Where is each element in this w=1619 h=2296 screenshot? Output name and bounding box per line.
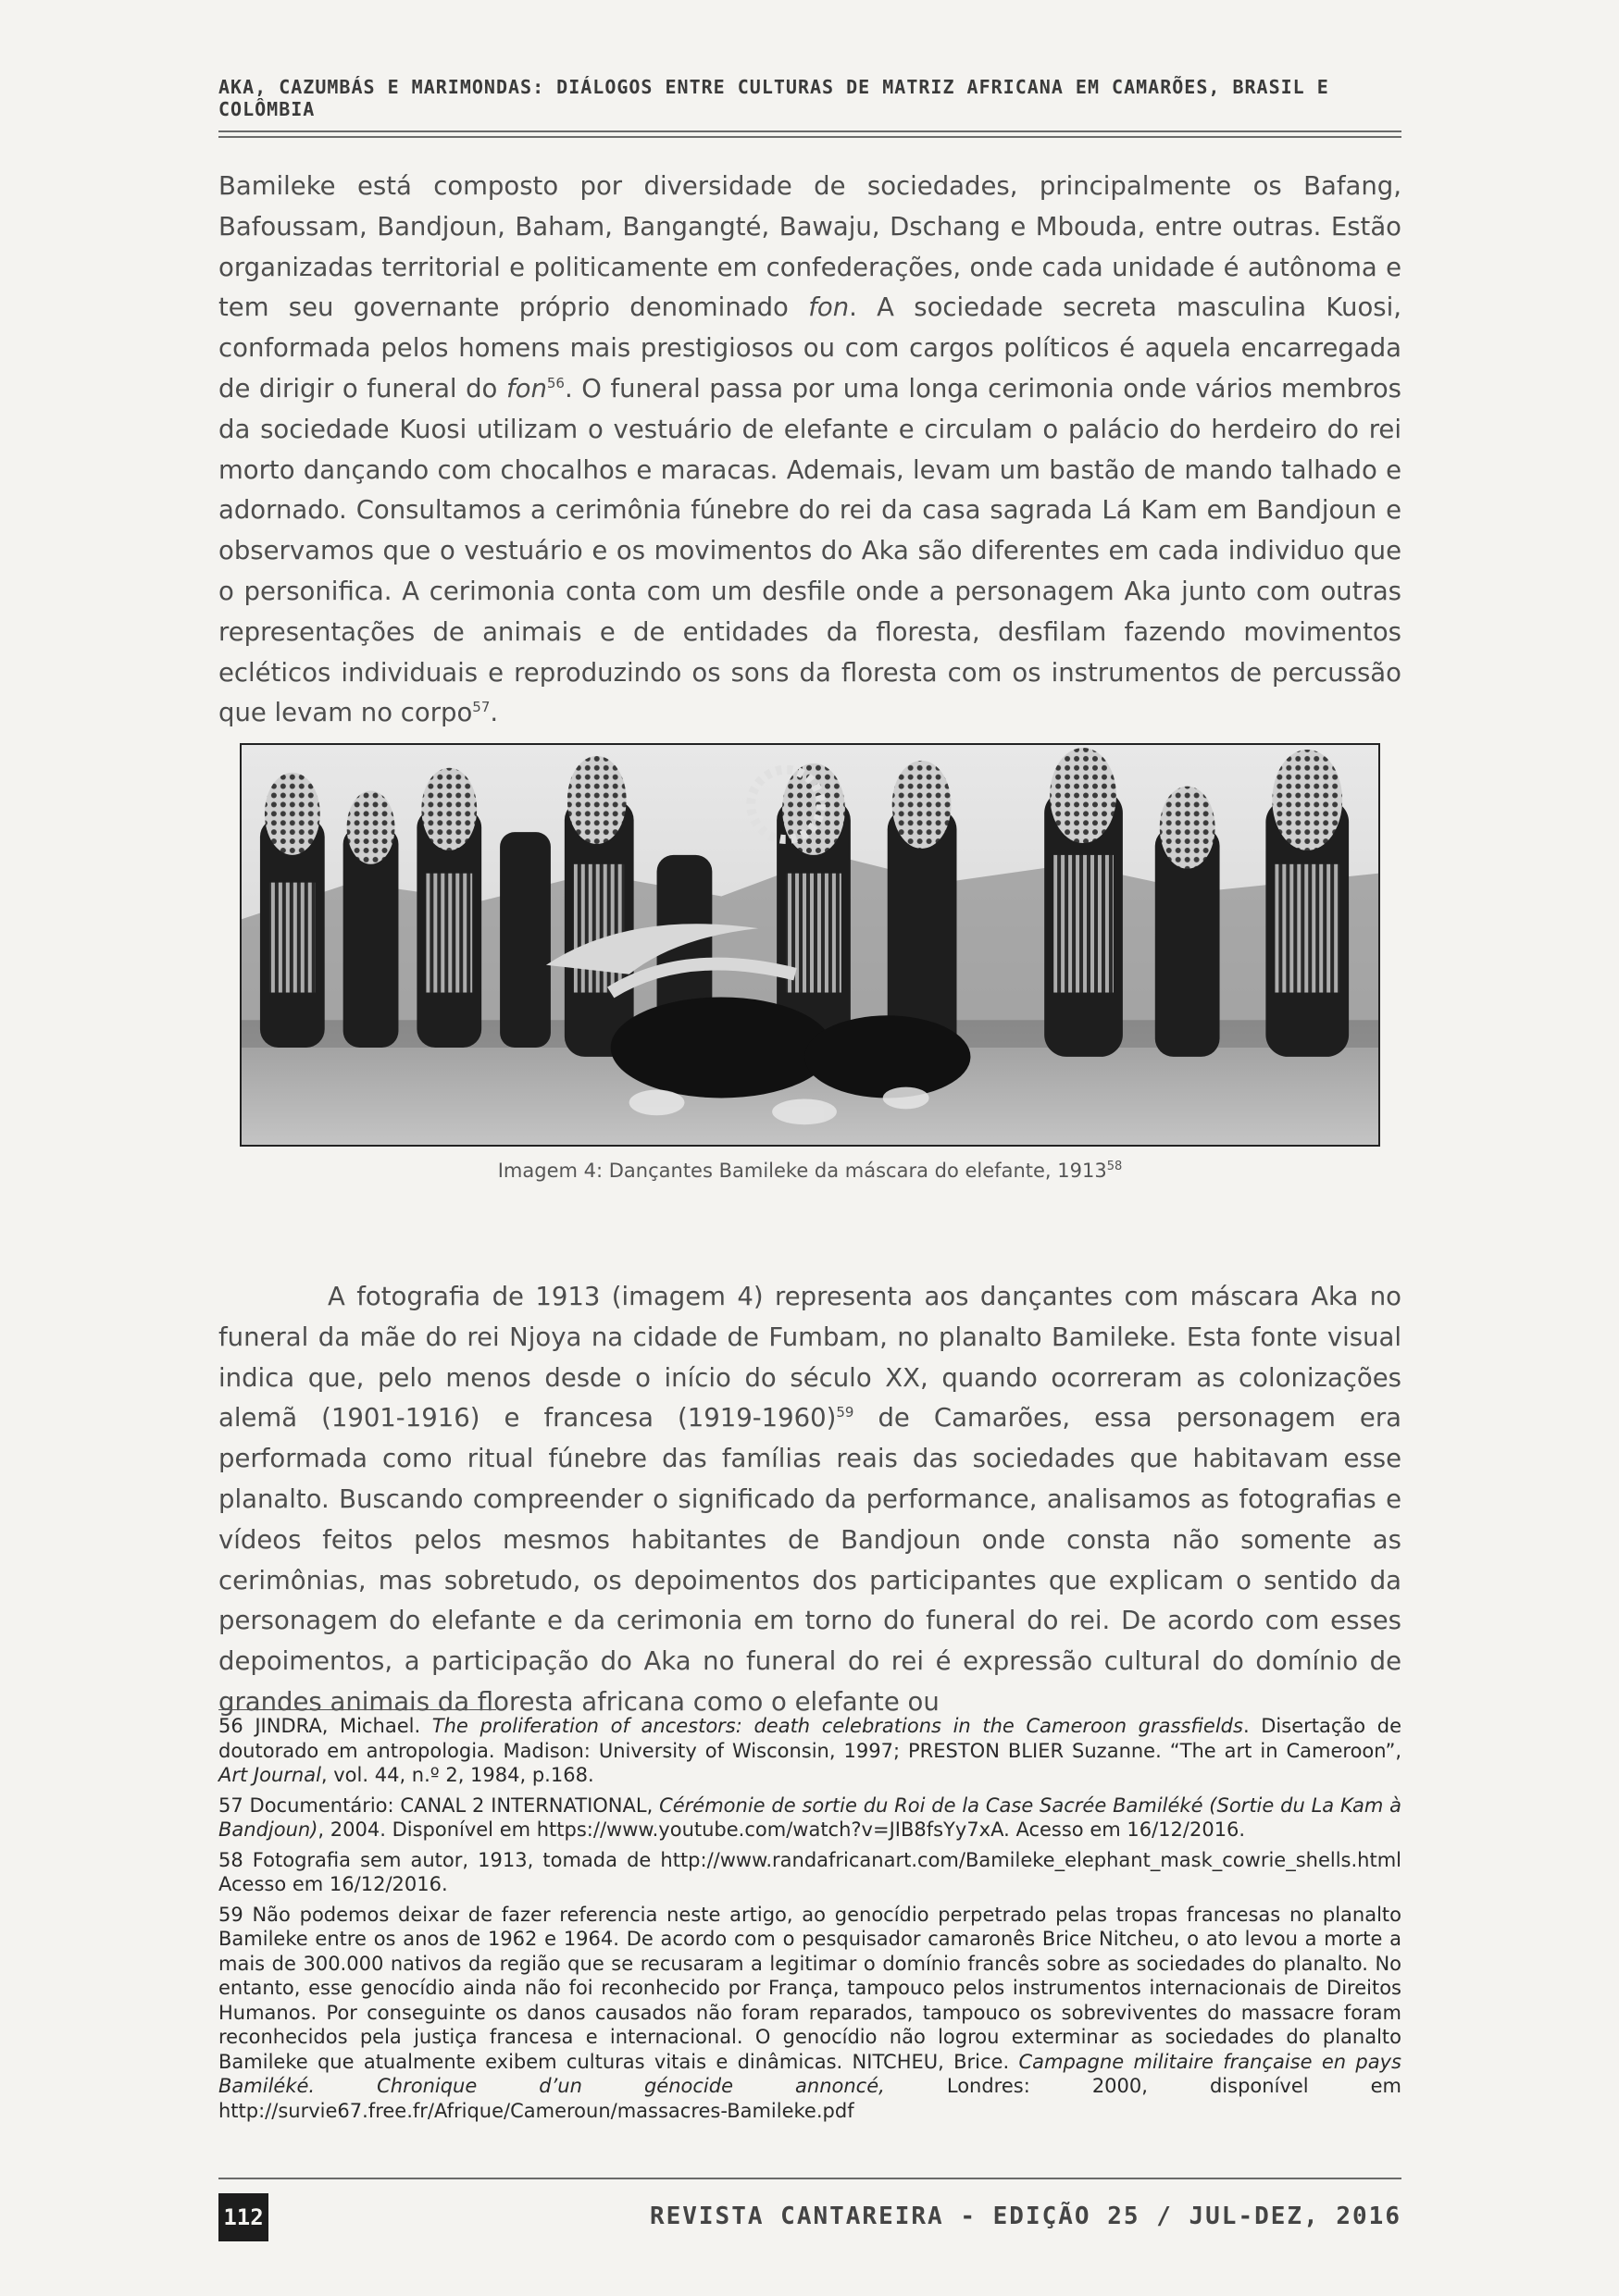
footnote-italic: Campagne militaire française en pays Bamiléké. Chronique d’un génocide annoncé, (218, 2050, 1401, 2097)
footnote-58: 58 Fotografia sem autor, 1913, tomada de http://www.randafricanart.com/Bamileke_elephant_mask_cowrie_shells.html Acesso em 16/12/2016. (218, 1848, 1401, 1895)
footnote-text: 56 JINDRA, Michael. (218, 1715, 432, 1737)
footnote-ref-59[interactable]: 59 (836, 1404, 854, 1421)
paragraph-text: Bamileke está composto por diversidade de sociedades, principalmente os Bafang, Bafoussam, Bandjoun, Baham, Bangangté, Bawaju, Dschang e Mbouda, entre outras. Estão organizadas territorial e politicamente em confederações, onde cada unidade é autônoma e tem seu governante próprio denominado (218, 171, 1401, 323)
figure-caption (218, 1160, 1401, 1182)
footnote-text: Londres: 2000, disponível em http://survie67.free.fr/Afrique/Cameroun/massacres-Bamileke.pdf (218, 2075, 1401, 2122)
footnote-italic: The proliferation of ancestors: death celebrations in the Cameroon grassfields (431, 1715, 1243, 1737)
footnote-56 (218, 1714, 1401, 1788)
header-rule-bottom (218, 136, 1401, 138)
footnote-text: . Disertação de doutorado em antropologia. Madison: University of Wisconsin, 1997; PRESTON BLIER Suzanne. “The art in Cameroon”, (218, 1715, 1402, 1762)
footnote-ref-58[interactable]: 58 (1106, 1160, 1123, 1173)
body-paragraph-1 (218, 167, 1401, 734)
running-header-title: AKA, CAZUMBÁS E MARIMONDAS: DIÁLOGOS ENTRE CULTURAS DE MATRIZ AFRICANA EM CAMARÕES, BRASIL E COLÔMBIA (218, 76, 1329, 120)
paragraph-text: . A sociedade secreta masculina Kuosi, conformada pelos homens mais prestigiosos ou com cargos políticos é aquela encarregada de dirigir o funeral do (218, 292, 1401, 403)
footnote-text: 59 Não podemos deixar de fazer referencia neste artigo, ao genocídio perpetrado pelas tropas francesas no planalto Bamileke entre os anos de 1962 e 1964. De acordo com o pesquisador camaronês Brice Nitcheu, o ato levou a morte a mais de 300.000 nativos da região que se recusaram a legitimar o domínio francês sobre as sociedades do planalto. No entanto, esse genocídio ainda não foi reconhecido por França, tampouco pelos instrumentos internacionais de Direitos Humanos. Por conseguinte os danos causados não foram reparados, tampouco os sobreviventes do massacre foram reconhecidos pela justiça francesa e internacional. O genocídio não logrou exterminar as sociedades do planalto Bamileke que atualmente exibem culturas vitais e dinâmicas. NITCHEU, Brice. (218, 1903, 1401, 2073)
page-number: 112 (218, 2193, 268, 2241)
paragraph-text: A fotografia de 1913 (imagem 4) representa aos dançantes com máscara Aka no funeral da mãe do rei Njoya na cidade de Fumbam, no planalto Bamileke. Esta fonte visual indica que, pelo menos desde o início do século XX, quando ocorreram as colonizações alemã (1901-1916) e francesa (1919-1960) (218, 1282, 1401, 1433)
footnote-separator (218, 1709, 496, 1710)
historical-photograph (240, 743, 1380, 1147)
journal-footer: REVISTA CANTAREIRA - EDIÇÃO 25 / JUL-DEZ, 2016 (649, 2203, 1401, 2230)
paragraph-text: . (490, 698, 499, 728)
footnote-text: 57 Documentário: CANAL 2 INTERNATIONAL, (218, 1793, 660, 1817)
footnote-ref-56[interactable]: 56 (546, 374, 565, 391)
footnotes-section (218, 1714, 1401, 2128)
caption-text: Imagem 4: Dançantes Bamileke da máscara do elefante, 1913 (497, 1160, 1107, 1182)
footer-rule (218, 2178, 1401, 2179)
italic-term: fon (808, 292, 850, 323)
footnote-italic: Cérémonie de sortie du Roi de la Case Sacrée Bamiléké (Sortie du La Kam à Bandjoun) (218, 1793, 1401, 1841)
paragraph-text: . O funeral passa por uma longa cerimonia onde vários membros da sociedade Kuosi utilizam o vestuário de elefante e circulam o palácio do herdeiro do rei morto dançando com chocalhos e maracas. Ademais, levam um bastão de mando talhado e adornado. Consultamos a cerimônia fúnebre do rei da casa sagrada Lá Kam em Bandjoun e observamos que o vestuário e os movimentos do Aka são diferentes em cada individuo que o personifica. A cerimonia conta com um desfile onde a personagem Aka junto com outras representações de animais e de entidades da floresta, desfilam fazendo movimentos ecléticos individuais e reproduzindo os sons da floresta com os instrumentos de percussão que levam no corpo (218, 373, 1401, 728)
italic-term: fon (505, 373, 547, 403)
footnote-ref-57[interactable]: 57 (472, 699, 491, 716)
paragraph-text: de Camarões, essa personagem era performada como ritual fúnebre das famílias reais das sociedades que habitavam esse planalto. Buscando compreender o significado da performance, analisamos as fotografias e vídeos feitos pelos mesmos habitantes de Bandjoun onde consta não somente as cerimônias, mas sobretudo, os depoimentos dos participantes que explicam o sentido da personagem do elefante e da cerimonia em torno do funeral do rei. De acordo com esses depoimentos, a participação do Aka no funeral do rei é expressão cultural do domínio de grandes animais da floresta africana como o elefante ou (218, 1403, 1401, 1717)
footnote-text: , vol. 44, n.º 2, 1984, p.168. (320, 1764, 594, 1786)
footnote-59 (218, 1903, 1401, 2124)
body-paragraph-2 (218, 1277, 1401, 1723)
footnote-57 (218, 1793, 1401, 1843)
footnote-italic: Art Journal (218, 1764, 321, 1786)
footnote-text: , 2004. Disponível em https://www.youtube.com/watch?v=JIB8fsYy7xA. Acesso em 16/12/2016. (318, 1818, 1246, 1841)
photo-illustration (242, 745, 1378, 1145)
header-rule-top (218, 130, 1401, 132)
